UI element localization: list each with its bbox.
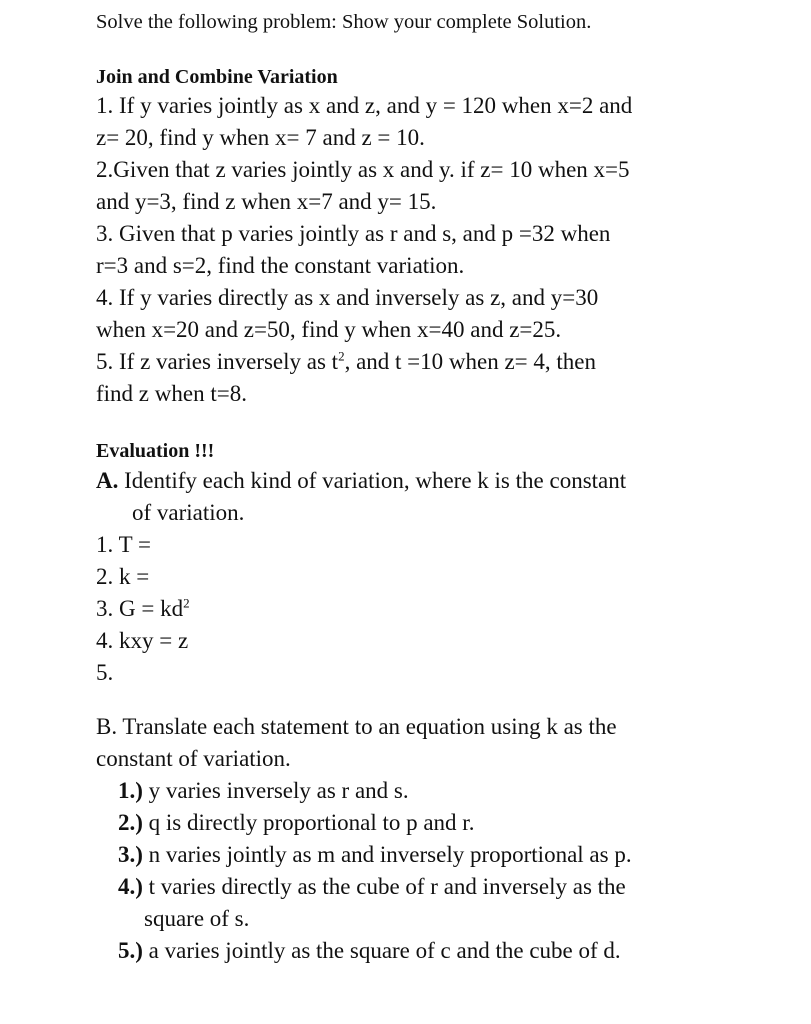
part-b-item-3-text: n varies jointly as m and inversely proportional as p.: [142, 842, 632, 867]
part-a-item-2: 2. k =: [96, 564, 150, 589]
part-a-item-1: 1. T =: [96, 532, 151, 557]
section-heading-variation: Join and Combine Variation: [96, 66, 338, 88]
part-b-item-4: [118, 871, 626, 903]
part-a-label: A.: [96, 468, 119, 493]
part-b-item-5-text: a varies jointly as the square of c and the cube of d.: [142, 938, 621, 963]
part-b-item-5-number: 5.): [118, 938, 143, 963]
part-b-item-4-number: 4.): [118, 874, 143, 899]
part-b-item-4-continued: square of s.: [144, 906, 250, 931]
problem-3-line-2: r=3 and s=2, find the constant variation.: [96, 253, 465, 278]
problem-2-line-1: 2.Given that z varies jointly as x and y. if z= 10 when x=5: [96, 157, 630, 182]
part-b-item-1-number: 1.): [118, 778, 143, 803]
part-a-item-5: 5.: [96, 660, 114, 685]
part-a-line-1: [96, 465, 626, 497]
part-b-line-2: constant of variation.: [96, 746, 291, 771]
part-b-item-2-number: 2.): [118, 810, 143, 835]
instruction-text: Solve the following problem: Show your complete Solution.: [96, 11, 592, 33]
part-b-item-5: [118, 935, 621, 967]
part-b-item-2-text: q is directly proportional to p and r.: [142, 810, 475, 835]
problem-5-line-2: find z when t=8.: [96, 381, 247, 406]
problem-5-text-b: , and t =10 when z= 4, then: [344, 349, 596, 374]
part-a-item-3-exponent: 2: [183, 595, 190, 611]
problem-5-line-1: [96, 346, 596, 378]
part-b-item-1-text: y varies inversely as r and s.: [142, 778, 409, 803]
part-a-item-4: 4. kxy = z: [96, 628, 189, 653]
problem-5-exponent: 2: [338, 348, 345, 364]
problem-4-line-2: when x=20 and z=50, find y when x=40 and z=25.: [96, 317, 562, 342]
part-b-item-3: [118, 839, 632, 871]
part-b-item-3-number: 3.): [118, 842, 143, 867]
problem-4-line-1: 4. If y varies directly as x and inversely as z, and y=30: [96, 285, 599, 310]
part-a-item-3-text: 3. G = kd: [96, 596, 184, 621]
part-b-item-1: [118, 775, 409, 807]
part-a-line-2: of variation.: [132, 500, 245, 525]
problem-1-line-1: 1. If y varies jointly as x and z, and y = 120 when x=2 and: [96, 93, 633, 118]
part-a-instruction: Identify each kind of variation, where k is the constant: [118, 468, 627, 493]
part-b-item-2: [118, 807, 474, 839]
part-a-item-3: [96, 593, 190, 625]
part-b-item-4-text: t varies directly as the cube of r and inversely as the: [142, 874, 626, 899]
problem-2-line-2: and y=3, find z when x=7 and y= 15.: [96, 189, 437, 214]
problem-1-line-2: z= 20, find y when x= 7 and z = 10.: [96, 125, 425, 150]
evaluation-heading: Evaluation !!!: [96, 440, 215, 462]
problem-5-text-a: 5. If z varies inversely as t: [96, 349, 339, 374]
problem-3-line-1: 3. Given that p varies jointly as r and s, and p =32 when: [96, 221, 611, 246]
part-b-line-1: B. Translate each statement to an equation using k as the: [96, 714, 617, 739]
